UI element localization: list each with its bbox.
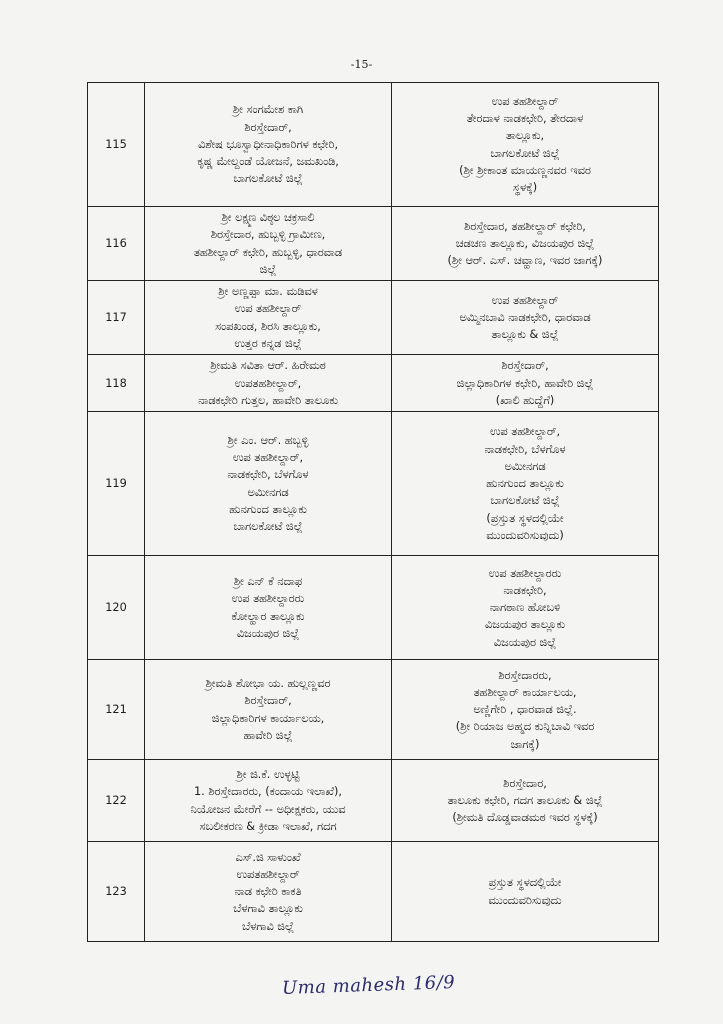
officer-details-line: ತಹಶೀಲ್ದಾರ್ ಕಛೇರಿ, ಹುಬ್ಬಳ್ಳಿ, ಧಾರವಾಡ [193, 245, 343, 259]
officer-details-line: ಉಪ ತಹಶೀಲ್ದಾರ್ [234, 302, 302, 316]
posting-details-cell [392, 556, 659, 660]
posting-details-line: ನಾಡಕಛೇರಿ, ಬೆಳಗೊಳ [484, 442, 566, 456]
posting-details-line: ಶಿರಸ್ತೇದಾರರು, [498, 668, 552, 682]
posting-details-line: ಅಮೀನಗಡ [504, 459, 546, 473]
handwritten-signature: Uma mahesh 16/9 [281, 971, 456, 1000]
posting-details-line: ಹುನಗುಂದ ತಾಲ್ಲೂಕು [486, 477, 564, 491]
posting-details-cell [392, 660, 659, 760]
officer-details-line: ಬೆಳಗಾವಿ ಜಿಲ್ಲೆ [242, 919, 294, 933]
officer-details-line: ಶ್ರೀ ಸಂಗಮೇಶ ಕಾಗಿ [232, 103, 304, 117]
posting-details-line: ಅಣ್ಣಿಗೇರಿ , ಧಾರವಾಡ ಜಿಲ್ಲೆ. [473, 703, 577, 717]
posting-details-cell [392, 842, 659, 942]
officer-details-line: ಸಂಪಖಂಡ, ಶಿರಸಿ ತಾಲ್ಲೂಕು, [215, 319, 321, 333]
posting-details-line: (ಪ್ರಸ್ತುತ ಸ್ಥಳದಲ್ಲಿಯೇ [486, 511, 564, 525]
serial-number-cell: 116 [88, 207, 145, 281]
officer-details-line: ಹುನಗುಂದ ತಾಲ್ಲೂಕು [229, 503, 307, 517]
posting-details-line: ಉಪ ತಹಶೀಲ್ದಾರ್ [491, 94, 559, 108]
posting-details-cell [392, 207, 659, 281]
officer-details-line: ಶಿರಸ್ತೇದಾರ, ಹುಬ್ಬಳ್ಳಿ ಗ್ರಾಮೀಣ, [210, 228, 326, 242]
posting-details-line: ಶಿರಸ್ತೇದಾರ, ತಹಶೀಲ್ದಾರ್ ಕಛೇರಿ, [464, 219, 586, 233]
officer-details-line: ಶ್ರೀ ಎನ್ ಕೆ ನದಾಫ [233, 575, 303, 589]
posting-details-line: ತೇರದಾಳ ನಾಡಕಛೇರಿ, ತೇರದಾಳ [466, 111, 584, 125]
posting-details-line: ಬಾಗಲಕೋಟೆ ಜಿಲ್ಲೆ [490, 494, 560, 508]
transfer-table-body [88, 83, 659, 942]
officer-details-line: ಶ್ರೀ ಲಕ್ಷ್ಮಣ ವಿಠ್ಠಲ ಚಕ್ರಸಾಲಿ [221, 211, 315, 224]
table-row [88, 83, 659, 207]
posting-details-line: ಉಪ ತಹಶೀಲ್ದಾರ್ [491, 293, 559, 307]
table-row [88, 556, 659, 660]
officer-details-line: 1. ಶಿರಸ್ತೇದಾರರು, (ಕಂದಾಯ ಇಲಾಖೆ), [193, 785, 342, 799]
posting-details-line: ಜಾಗಕ್ಕೆ) [510, 737, 540, 751]
posting-details-line: (ಶ್ರೀ ರಿಯಾಜ ಅಹ್ಮದ ಕುನ್ನಿಬಾವಿ ಇವರ [455, 720, 595, 734]
posting-details-line: ವಿಜಯಪುರ ಜಿಲ್ಲೆ [493, 635, 557, 649]
officer-details-line: ಶ್ರೀಮತಿ ಸವಿತಾ ಆರ್. ಹಿರೇಮಠ [210, 359, 326, 373]
officer-details-cell [145, 355, 392, 412]
officer-details-line: ಶ್ರೀಮತಿ ಶೋಭಾ ಯ. ಹುಲ್ಲಣ್ಣವರ [205, 677, 331, 691]
officer-details-line: ಉಪ ತಹಶೀಲ್ದಾರರು [231, 592, 305, 606]
serial-number-cell: 119 [88, 412, 145, 556]
officer-details-line: ವಿಶೇಷ ಭೂಸ್ವಾಧೀನಾಧಿಕಾರಿಗಳ ಕಛೇರಿ, [197, 137, 339, 151]
table-row [88, 207, 659, 281]
officer-details-line: ಶ್ರೀ ಅಣ್ಣಪ್ಪಾ ಮಾ. ಮಡಿವಳ [218, 285, 318, 299]
posting-details-line: ಶಿರಸ್ತೇದಾರ, [503, 776, 547, 790]
officer-details-line: ಎಸ್.ಜಿ ಸಾಳುಂಖೆ [235, 850, 301, 864]
serial-number-cell: 123 [88, 842, 145, 942]
posting-details-line: (ಖಾಲಿ ಹುದ್ದೆಗೆ) [495, 393, 555, 407]
officer-details-cell [145, 760, 392, 842]
officer-details-line: ಕೃಷ್ಣ ಮೇಲ್ದಂಡೆ ಯೋಜನೆ, ಜಮಖಂಡಿ, [197, 155, 339, 169]
officer-details-line: ಬಾಗಲಕೋಟೆ ಜಿಲ್ಲೆ [233, 520, 303, 534]
serial-number-cell: 115 [88, 83, 145, 207]
posting-details-line: ಶಿರಸ್ತೇದಾರ್, [501, 359, 549, 373]
officer-details-line: ಅಮೀನಗಡ [247, 485, 289, 499]
officer-details-line: ಜಿಲ್ಲೆ [259, 262, 277, 276]
officer-details-cell [145, 83, 392, 207]
posting-details-line: ತಾಲ್ಲೂಕು, [505, 129, 545, 143]
officer-details-line: ಶ್ರೀ ಜಿ.ಕೆ. ಉಳ್ಳಟ್ಟಿ [236, 768, 300, 782]
officer-details-line: ನಾಡಕಛೇರಿ, ಬೆಳಗೊಳ [227, 468, 309, 482]
transfer-table [87, 82, 659, 942]
serial-number-cell: 117 [88, 281, 145, 355]
officer-details-line: ವಿಜಯಪುರ ಜಿಲ್ಲೆ [236, 627, 300, 641]
posting-details-cell [392, 281, 659, 355]
posting-details-line: (ಶ್ರೀ ಆರ್. ಎಸ್. ಚವ್ಹಾಣ, ಇವರ ಜಾಗಕ್ಕೆ) [447, 254, 603, 268]
posting-details-line: ತಹಶೀಲ್ದಾರ್ ಕಾರ್ಯಾಲಯ, [473, 685, 577, 699]
officer-details-cell [145, 207, 392, 281]
serial-number-cell: 120 [88, 556, 145, 660]
officer-details-line: ಬೆಳಗಾವಿ ತಾಲ್ಲೂಕು [233, 902, 303, 916]
officer-details-line: ಕೋಲ್ಹಾರ ತಾಲ್ಲೂಕು [231, 609, 305, 623]
serial-number-cell: 122 [88, 760, 145, 842]
table-row [88, 412, 659, 556]
posting-details-line: ಜಿಲ್ಲಾಧಿಕಾರಿಗಳ ಕಛೇರಿ, ಹಾವೇರಿ ಜಿಲ್ಲೆ [456, 376, 594, 390]
posting-details-cell [392, 412, 659, 556]
officer-details-cell [145, 281, 392, 355]
officer-details-line: ಉಪತಹಶೀಲ್ದಾರ್ [236, 867, 300, 881]
posting-details-cell [392, 760, 659, 842]
officer-details-line: ನಿಯೋಜನ ಮೇರೆಗೆ -- ಅಧೀಕ್ಷಕರು, ಯುವ [190, 802, 346, 816]
posting-details-line: ಸ್ಥಳಕ್ಕೆ) [512, 181, 538, 195]
posting-details-line: ಮುಂದುವರಿಸುವುದು [488, 893, 562, 907]
posting-details-line: ನಾಡಕಛೇರಿ, [503, 583, 547, 597]
table-row [88, 281, 659, 355]
posting-details-line: (ಶ್ರೀಮತಿ ದೊಡ್ಡವಾಡಮಠ ಇವರ ಸ್ಥಳಕ್ಕೆ) [452, 811, 598, 825]
officer-details-line: ಉತ್ತರ ಕನ್ನಡ ಜಿಲ್ಲೆ [234, 337, 302, 351]
posting-details-cell [392, 355, 659, 412]
posting-details-line: ತಾಲ್ಲೂಕು & ಜಿಲ್ಲೆ [491, 328, 559, 342]
posting-details-line: (ಶ್ರೀ ಶ್ರೀಕಾಂತ ಮಾಯಣ್ಣನವರ ಇವರ [459, 163, 591, 177]
serial-number-cell: 118 [88, 355, 145, 412]
posting-details-cell [392, 83, 659, 207]
posting-details-line: ಮುಂದುವರಿಸುವುದು) [486, 529, 564, 542]
officer-details-line: ಶಿರಸ್ತೇದಾರ್, [244, 120, 292, 134]
officer-details-cell [145, 556, 392, 660]
officer-details-line: ಉಪ ತಹಶೀಲ್ದಾರ್, [232, 451, 304, 465]
officer-details-line: ಜಿಲ್ಲಾಧಿಕಾರಿಗಳ ಕಾರ್ಯಾಲಯ, [211, 711, 325, 725]
officer-details-line: ಉಪತಹಶೀಲ್ದಾರ್, [234, 376, 302, 390]
officer-details-line: ಹಾವೇರಿ ಜಿಲ್ಲೆ [243, 729, 293, 743]
posting-details-line: ಅಮ್ಮಿನಬಾವಿ ನಾಡಕಛೇರಿ, ಧಾರವಾಡ [459, 311, 591, 325]
officer-details-cell [145, 660, 392, 760]
page-number: -15- [350, 58, 373, 71]
posting-details-line: ತಾಲೂಕು ಕಛೇರಿ, ಗದಗ ತಾಲೂಕು & ಜಿಲ್ಲೆ [447, 794, 603, 808]
officer-details-line: ನಾಡಕಛೇರಿ ಗುತ್ತಲ, ಹಾವೇರಿ ತಾಲೂಕು [198, 393, 338, 407]
table-row [88, 660, 659, 760]
table-row [88, 355, 659, 412]
posting-details-line: ಉಪ ತಹಶೀಲ್ದಾರರು [488, 566, 562, 580]
table-row [88, 760, 659, 842]
posting-details-line: ನಾಗಠಾಣ ಹೋಬಳಿ [489, 601, 561, 615]
officer-details-line: ಬಾಗಲಕೋಟೆ ಜಿಲ್ಲೆ [233, 172, 303, 186]
officer-details-cell [145, 412, 392, 556]
officer-details-line: ಸಬಲೀಕರಣ & ಕ್ರೀಡಾ ಇಲಾಖೆ, ಗದಗ [199, 820, 337, 834]
officer-details-cell [145, 842, 392, 942]
posting-details-line: ಬಾಗಲಕೋಟೆ ಜಿಲ್ಲೆ [490, 146, 560, 160]
posting-details-line: ಪ್ರಸ್ತುತ ಸ್ಥಳದಲ್ಲಿಯೇ [488, 876, 562, 890]
serial-number-cell: 121 [88, 660, 145, 760]
officer-details-line: ಶ್ರೀ ಎಂ. ಆರ್. ಹಬ್ಬಳ್ಳಿ [227, 433, 309, 447]
table-row [88, 842, 659, 942]
posting-details-line: ಉಪ ತಹಶೀಲ್ದಾರ್, [489, 425, 561, 439]
officer-details-line: ನಾಡ ಕಛೇರಿ ಕಾಕತಿ [234, 885, 302, 899]
officer-details-line: ಶಿರಸ್ತೇದಾರ್, [244, 694, 292, 708]
posting-details-line: ಚಡಚಣ ತಾಲ್ಲೂಕು, ವಿಜಯಪುರ ಜಿಲ್ಲೆ [455, 236, 595, 250]
posting-details-line: ವಿಜಯಪುರ ತಾಲ್ಲೂಕು [484, 618, 566, 632]
